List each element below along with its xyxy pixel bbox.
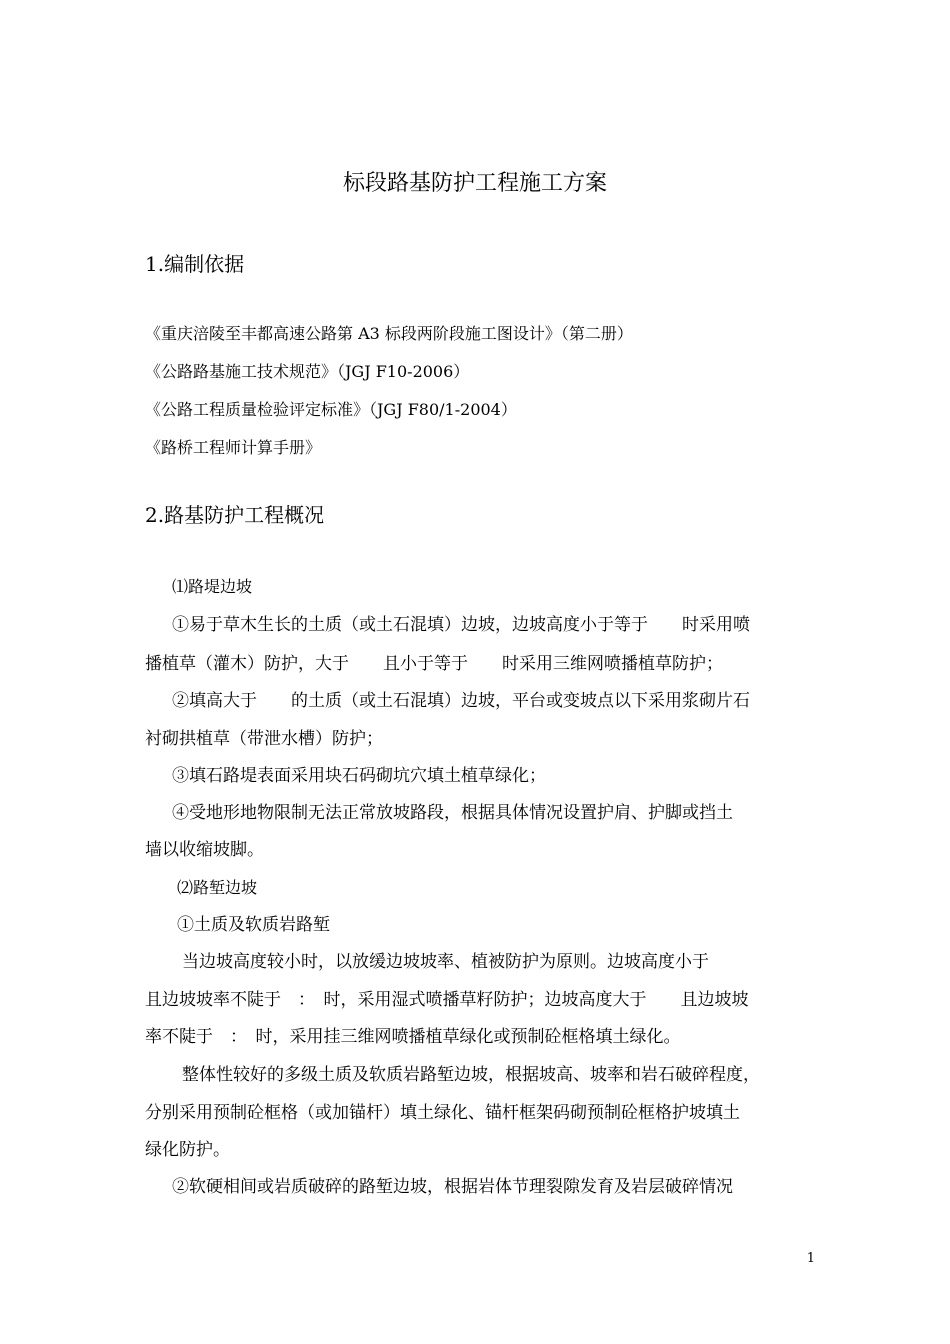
- paragraph-line: ②软硬相间或岩质破碎的路堑边坡，根据岩体节理裂隙发育及岩层破碎情况: [172, 1177, 733, 1197]
- subsection-embankment: ⑴路堤边坡: [172, 577, 253, 596]
- paragraph-line: ②填高大于 的土质（或土石混填）边坡，平台或变坡点以下采用浆砌片石: [172, 691, 750, 711]
- reference-item: 《公路路基施工技术规范》（JGJ F10-2006）: [145, 362, 470, 381]
- page-number: 1: [806, 1251, 815, 1266]
- paragraph-line: 墙以收缩坡脚。: [145, 840, 264, 860]
- subsection-cutting: ⑵路堑边坡: [177, 878, 258, 897]
- paragraph-line: 整体性较好的多级土质及软质岩路堑边坡，根据坡高、坡率和岩石破碎程度，: [182, 1065, 760, 1085]
- reference-item: 《公路工程质量检验评定标准》（JGJ F80/1-2004）: [145, 400, 517, 419]
- paragraph-line: 且边坡坡率不陡于 ： 时，采用湿式喷播草籽防护；边坡高度大于 且边坡坡: [145, 990, 749, 1010]
- paragraph-line: 分别采用预制砼框格（或加锚杆）填土绿化、锚杆框架码砌预制砼框格护坡填土: [145, 1103, 740, 1123]
- paragraph-line: 绿化防护。: [145, 1140, 230, 1160]
- reference-item: 《重庆涪陵至丰都高速公路第 A3 标段两阶段施工图设计》（第二册）: [145, 324, 633, 343]
- paragraph-line: ①易于草木生长的土质（或土石混填）边坡，边坡高度小于等于 时采用喷: [172, 615, 750, 635]
- section-heading-basis: 1.编制依据: [145, 252, 245, 276]
- section-heading-overview: 2.路基防护工程概况: [145, 503, 325, 527]
- subsection-item: ①土质及软质岩路堑: [177, 915, 330, 935]
- paragraph-line: 率不陡于 ： 时，采用挂三维网喷播植草绿化或预制砼框格填土绿化。: [145, 1027, 681, 1047]
- paragraph-line: ④受地形地物限制无法正常放坡路段，根据具体情况设置护肩、护脚或挡土: [172, 803, 733, 823]
- reference-item: 《路桥工程师计算手册》: [145, 438, 322, 457]
- document-title: 标段路基防护工程施工方案: [342, 171, 607, 196]
- paragraph-line: 当边坡高度较小时，以放缓边坡坡率、植被防护为原则。边坡高度小于: [182, 952, 709, 972]
- paragraph-line: 播植草（灌木）防护，大于 且小于等于 时采用三维网喷播植草防护；: [145, 654, 723, 674]
- paragraph-line: ③填石路堤表面采用块石码砌坑穴填土植草绿化；: [172, 766, 546, 786]
- paragraph-line: 衬砌拱植草（带泄水槽）防护；: [145, 729, 383, 749]
